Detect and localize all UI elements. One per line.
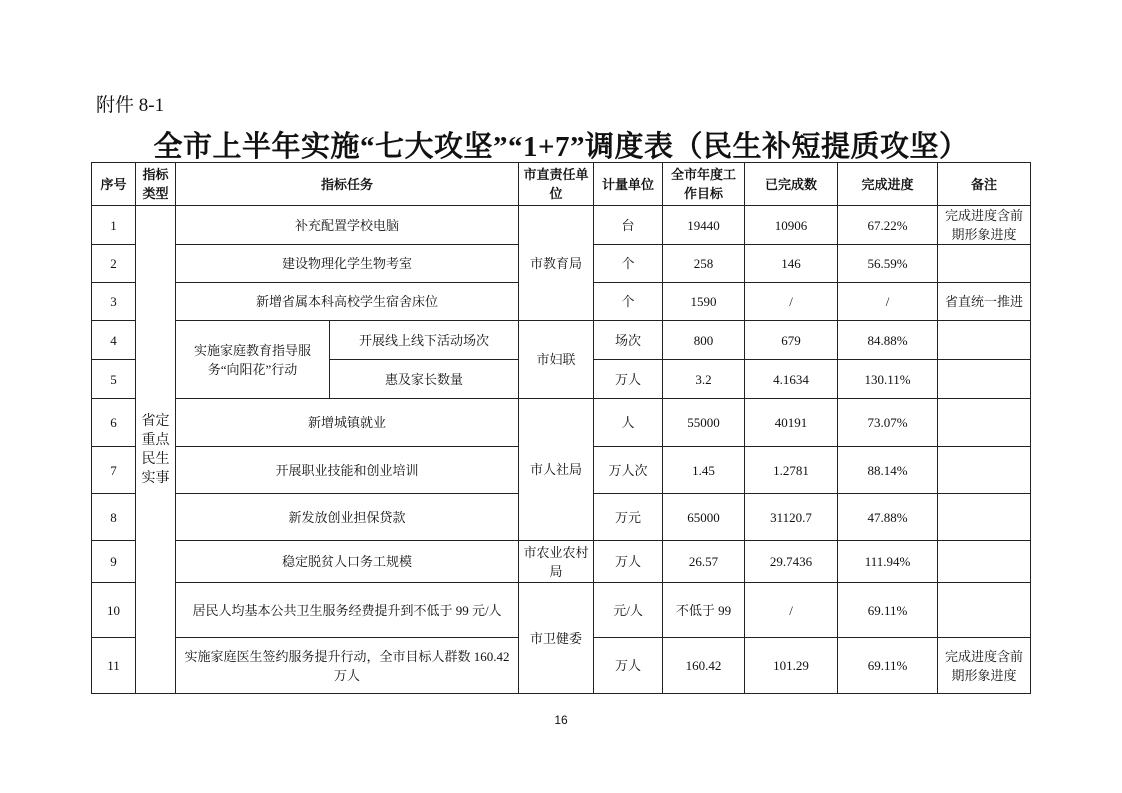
progress-cell: 47.88%	[838, 494, 938, 541]
unit-cell: 万人	[594, 360, 663, 399]
seq-cell: 5	[92, 360, 136, 399]
task-cell: 稳定脱贫人口务工规模	[176, 541, 519, 583]
header-type: 指标类型	[136, 163, 176, 206]
task-cell: 实施家庭医生签约服务提升行动，全市目标人群数 160.42 万人	[176, 638, 519, 694]
dept-cell-hr: 市人社局	[519, 399, 594, 541]
done-cell: 1.2781	[745, 447, 838, 494]
unit-cell: 人	[594, 399, 663, 447]
header-row	[92, 163, 1031, 206]
schedule-table	[91, 162, 1031, 694]
progress-cell: 56.59%	[838, 245, 938, 283]
dept-cell-education: 市教育局	[519, 206, 594, 321]
task-cell: 居民人均基本公共卫生服务经费提升到不低于 99 元/人	[176, 583, 519, 638]
seq-cell: 7	[92, 447, 136, 494]
table-row	[92, 399, 1031, 447]
done-cell: /	[745, 283, 838, 321]
remark-cell	[938, 321, 1031, 360]
progress-cell: 67.22%	[838, 206, 938, 245]
progress-cell: 111.94%	[838, 541, 938, 583]
progress-cell: /	[838, 283, 938, 321]
done-cell: 31120.7	[745, 494, 838, 541]
unit-cell: 万元	[594, 494, 663, 541]
remark-cell: 完成进度含前期形象进度	[938, 638, 1031, 694]
page-title: 全市上半年实施“七大攻坚”“1+7”调度表（民生补短提质攻坚）	[153, 131, 969, 163]
task-cell: 开展职业技能和创业培训	[176, 447, 519, 494]
table-row	[92, 583, 1031, 638]
done-cell: /	[745, 583, 838, 638]
dept-cell-women: 市妇联	[519, 321, 594, 399]
done-cell: 679	[745, 321, 838, 360]
target-cell: 65000	[663, 494, 745, 541]
unit-cell: 万人次	[594, 447, 663, 494]
remark-cell	[938, 245, 1031, 283]
done-cell: 29.7436	[745, 541, 838, 583]
seq-cell: 11	[92, 638, 136, 694]
target-cell: 800	[663, 321, 745, 360]
done-cell: 101.29	[745, 638, 838, 694]
target-cell: 26.57	[663, 541, 745, 583]
done-cell: 4.1634	[745, 360, 838, 399]
unit-cell: 万人	[594, 541, 663, 583]
task-cell: 开展线上线下活动场次	[330, 321, 519, 360]
table-row	[92, 206, 1031, 245]
header-task: 指标任务	[176, 163, 519, 206]
dept-cell-agri: 市农业农村局	[519, 541, 594, 583]
unit-cell: 万人	[594, 638, 663, 694]
done-cell: 146	[745, 245, 838, 283]
target-cell: 55000	[663, 399, 745, 447]
header-done: 已完成数	[745, 163, 838, 206]
category-cell: 省定重点民生实事	[136, 206, 176, 694]
attachment-label: 附件 8-1	[96, 95, 165, 116]
progress-cell: 73.07%	[838, 399, 938, 447]
target-cell: 1590	[663, 283, 745, 321]
header-dept: 市直责任单位	[519, 163, 594, 206]
remark-cell: 完成进度含前期形象进度	[938, 206, 1031, 245]
header-unit: 计量单位	[594, 163, 663, 206]
remark-cell	[938, 583, 1031, 638]
table-row	[92, 541, 1031, 583]
header-remark: 备注	[938, 163, 1031, 206]
done-cell: 10906	[745, 206, 838, 245]
target-cell: 258	[663, 245, 745, 283]
remark-cell	[938, 447, 1031, 494]
done-cell: 40191	[745, 399, 838, 447]
target-cell: 19440	[663, 206, 745, 245]
task-cell: 建设物理化学生物考室	[176, 245, 519, 283]
task-cell: 补充配置学校电脑	[176, 206, 519, 245]
group-task-cell: 实施家庭教育指导服务“向阳花”行动	[176, 321, 330, 399]
unit-cell: 元/人	[594, 583, 663, 638]
progress-cell: 88.14%	[838, 447, 938, 494]
remark-cell: 省直统一推进	[938, 283, 1031, 321]
remark-cell	[938, 494, 1031, 541]
seq-cell: 4	[92, 321, 136, 360]
unit-cell: 台	[594, 206, 663, 245]
seq-cell: 1	[92, 206, 136, 245]
task-cell: 新发放创业担保贷款	[176, 494, 519, 541]
header-target: 全市年度工作目标	[663, 163, 745, 206]
seq-cell: 8	[92, 494, 136, 541]
seq-cell: 9	[92, 541, 136, 583]
page-number: 16	[554, 713, 568, 727]
progress-cell: 69.11%	[838, 583, 938, 638]
unit-cell: 个	[594, 283, 663, 321]
task-cell: 惠及家长数量	[330, 360, 519, 399]
progress-cell: 69.11%	[838, 638, 938, 694]
unit-cell: 场次	[594, 321, 663, 360]
progress-cell: 130.11%	[838, 360, 938, 399]
seq-cell: 3	[92, 283, 136, 321]
seq-cell: 2	[92, 245, 136, 283]
table-row	[92, 321, 1031, 360]
progress-cell: 84.88%	[838, 321, 938, 360]
task-cell: 新增省属本科高校学生宿舍床位	[176, 283, 519, 321]
target-cell: 不低于 99	[663, 583, 745, 638]
task-cell: 新增城镇就业	[176, 399, 519, 447]
dept-cell-health: 市卫健委	[519, 583, 594, 694]
seq-cell: 6	[92, 399, 136, 447]
unit-cell: 个	[594, 245, 663, 283]
target-cell: 3.2	[663, 360, 745, 399]
remark-cell	[938, 399, 1031, 447]
header-seq: 序号	[92, 163, 136, 206]
remark-cell	[938, 360, 1031, 399]
target-cell: 160.42	[663, 638, 745, 694]
target-cell: 1.45	[663, 447, 745, 494]
header-progress: 完成进度	[838, 163, 938, 206]
remark-cell	[938, 541, 1031, 583]
seq-cell: 10	[92, 583, 136, 638]
